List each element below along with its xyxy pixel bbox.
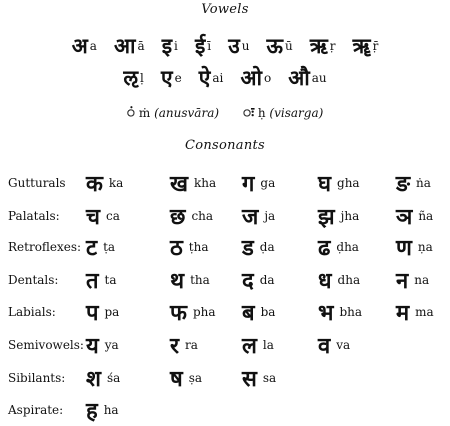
consonant-transliteration: bha [339, 305, 363, 319]
consonant-row [8, 395, 448, 426]
consonant-cell [396, 201, 433, 231]
vowel-item [240, 64, 271, 92]
vowel-item [310, 32, 336, 60]
consonant-devanagari: ट [86, 235, 98, 261]
consonant-transliteration: ja [264, 209, 276, 223]
consonant-devanagari: ञ [396, 204, 413, 230]
diacritic-signs [0, 103, 450, 122]
consonant-devanagari: ध [318, 268, 332, 294]
consonant-category-label: Labials: [8, 305, 56, 319]
consonant-transliteration: ta [104, 273, 117, 287]
vowel-transliteration: ī [207, 39, 212, 53]
vowel-transliteration: ā [137, 39, 145, 53]
consonant-devanagari: ज [242, 204, 259, 230]
consonant-devanagari: च [86, 204, 100, 230]
consonant-transliteration: la [262, 338, 274, 352]
consonant-cell [86, 363, 120, 393]
consonant-transliteration: kha [194, 176, 217, 190]
consonant-cell [170, 330, 198, 360]
vowel-transliteration: a [89, 39, 97, 53]
vowel-devanagari: ऐ [198, 65, 211, 90]
consonant-transliteration: ṭha [188, 240, 209, 254]
sign-symbol: ः [242, 105, 255, 121]
vowel-devanagari: आ [113, 33, 136, 58]
consonant-devanagari: झ [318, 204, 335, 230]
consonant-transliteration: gha [337, 176, 360, 190]
vowel-devanagari: ई [194, 33, 206, 58]
vowel-item [162, 32, 178, 60]
consonant-category-label: Sibilants: [8, 371, 66, 385]
vowel-transliteration: u [241, 39, 250, 53]
consonant-row [8, 265, 448, 299]
consonant-row [8, 232, 448, 266]
vowels-heading: Vowels [201, 2, 249, 17]
consonant-devanagari: त [86, 268, 99, 294]
consonant-devanagari: ङ [396, 171, 411, 197]
consonant-devanagari: छ [170, 204, 186, 230]
consonant-cell [318, 297, 362, 327]
consonant-row [8, 330, 448, 364]
consonant-devanagari: ठ [170, 235, 183, 261]
consonant-cell [86, 395, 119, 425]
vowels-row-1 [0, 32, 450, 60]
consonant-cell [86, 330, 119, 360]
consonant-cell [170, 232, 209, 262]
vowel-item [267, 32, 293, 60]
consonant-transliteration: ña [418, 209, 434, 223]
consonant-devanagari: ड [242, 235, 254, 261]
consonant-transliteration: va [336, 338, 351, 352]
consonant-category-label: Gutturals [8, 176, 66, 190]
consonant-transliteration: tha [190, 273, 210, 287]
anusvara-sign [127, 103, 219, 122]
consonant-transliteration: ha [103, 403, 119, 417]
consonant-cell [242, 330, 274, 360]
consonant-devanagari: ढ [318, 235, 331, 261]
consonant-devanagari: र [170, 333, 179, 359]
consonant-devanagari: ल [242, 333, 257, 359]
vowel-item [161, 64, 182, 92]
consonant-cell [86, 168, 123, 198]
consonant-devanagari: न [396, 268, 409, 294]
vowel-devanagari: ओ [240, 65, 262, 90]
consonant-transliteration: ra [185, 338, 198, 352]
consonant-transliteration: śa [106, 371, 121, 385]
sign-transliteration: ṁ [138, 106, 151, 120]
consonant-category-label: Retroflexes: [8, 240, 82, 254]
consonant-transliteration: ṇa [417, 240, 433, 254]
vowel-devanagari: ॠ [352, 33, 371, 58]
consonant-row [8, 201, 448, 235]
consonant-row [8, 168, 448, 202]
consonant-devanagari: द [242, 268, 254, 294]
vowel-item [353, 32, 379, 60]
consonant-devanagari: क [86, 171, 103, 197]
vowel-item [114, 32, 145, 60]
vowel-item [288, 64, 326, 92]
consonant-transliteration: pha [192, 305, 216, 319]
consonant-transliteration: ba [260, 305, 276, 319]
vowel-item [123, 64, 144, 92]
consonant-category-label: Aspirate: [8, 403, 64, 417]
consonant-devanagari: थ [170, 268, 185, 294]
consonant-cell [170, 363, 202, 393]
consonant-cell [396, 168, 431, 198]
visarga-sign [243, 103, 323, 122]
vowel-devanagari: ए [160, 65, 173, 90]
consonant-devanagari: भ [318, 300, 334, 326]
consonant-cell [318, 201, 359, 231]
consonant-row [8, 297, 448, 331]
vowel-transliteration: e [174, 71, 182, 85]
consonant-transliteration: ya [104, 338, 119, 352]
consonant-cell [242, 232, 275, 262]
consonant-transliteration: ṅa [416, 176, 431, 190]
consonant-category-label: Semivowels: [8, 338, 84, 352]
vowel-transliteration: ṛ [329, 39, 336, 53]
consonant-cell [318, 265, 360, 295]
consonant-category-label: Palatals: [8, 209, 60, 223]
consonant-transliteration: ka [108, 176, 124, 190]
consonant-transliteration: ma [415, 305, 434, 319]
vowel-transliteration: ū [285, 39, 293, 53]
consonant-devanagari: य [86, 333, 99, 359]
consonant-transliteration: jha [340, 209, 360, 223]
consonants-heading: Consonants [184, 138, 266, 153]
vowel-transliteration: ḷ [140, 71, 144, 85]
consonant-transliteration: dha [337, 273, 361, 287]
consonant-cell [170, 168, 216, 198]
consonant-transliteration: ga [260, 176, 276, 190]
vowel-transliteration: o [263, 71, 272, 85]
consonant-row [8, 363, 448, 397]
consonant-devanagari: ह [86, 398, 98, 424]
consonant-cell [242, 297, 275, 327]
consonant-transliteration: na [414, 273, 430, 287]
consonant-transliteration: ca [105, 209, 120, 223]
consonant-category-label: Dentals: [8, 273, 59, 287]
consonant-devanagari: म [396, 300, 410, 326]
vowels-row-2 [0, 64, 450, 92]
sign-description: (anusvāra) [154, 106, 220, 120]
consonant-devanagari: ण [396, 235, 412, 261]
consonant-devanagari: ग [242, 171, 255, 197]
consonant-cell [170, 297, 216, 327]
consonant-cell [318, 232, 359, 262]
vowel-transliteration: au [311, 71, 327, 85]
vowel-transliteration: i [174, 39, 178, 53]
vowel-devanagari: ऊ [266, 33, 284, 58]
consonant-cell [242, 201, 275, 231]
consonant-cell [318, 168, 360, 198]
consonant-cell [242, 363, 276, 393]
consonant-devanagari: श [86, 366, 101, 392]
consonant-cell [396, 265, 429, 295]
vowel-devanagari: अ [71, 33, 88, 58]
consonant-transliteration: ḍa [259, 240, 275, 254]
consonant-cell [170, 201, 213, 231]
consonant-transliteration: ṣa [188, 371, 203, 385]
consonant-transliteration: ṭa [103, 240, 116, 254]
consonant-cell [242, 168, 275, 198]
consonant-devanagari: घ [318, 171, 332, 197]
consonant-devanagari: फ [170, 300, 187, 326]
sign-transliteration: ḥ [257, 106, 266, 120]
consonant-devanagari: प [86, 300, 99, 326]
consonant-cell [86, 265, 117, 295]
consonant-devanagari: व [318, 333, 331, 359]
consonant-cell [396, 297, 434, 327]
consonant-devanagari: स [242, 366, 257, 392]
consonant-devanagari: ष [170, 366, 183, 392]
consonant-cell [86, 232, 115, 262]
consonant-transliteration: pa [104, 305, 120, 319]
sign-description: (visarga) [269, 106, 324, 120]
vowel-item [199, 64, 224, 92]
consonant-cell [86, 297, 119, 327]
vowel-devanagari: औ [288, 65, 310, 90]
consonant-cell [86, 201, 120, 231]
vowel-item [195, 32, 211, 60]
consonant-devanagari: ब [242, 300, 255, 326]
vowel-transliteration: ṝ [372, 39, 379, 53]
sign-symbol: ं [126, 105, 136, 121]
consonant-transliteration: da [259, 273, 275, 287]
consonant-cell [318, 330, 350, 360]
consonant-transliteration: cha [191, 209, 214, 223]
consonant-cell [396, 232, 433, 262]
vowel-devanagari: ऋ [309, 33, 328, 58]
consonant-transliteration: ḍha [336, 240, 359, 254]
consonant-cell [242, 265, 275, 295]
vowel-item [228, 32, 249, 60]
vowel-transliteration: ai [212, 71, 224, 85]
consonant-cell [170, 265, 210, 295]
consonant-devanagari: ख [170, 171, 188, 197]
consonant-transliteration: sa [262, 371, 277, 385]
vowel-devanagari: ऌ [123, 65, 138, 90]
vowel-devanagari: इ [161, 33, 173, 58]
vowel-item [72, 32, 97, 60]
vowel-devanagari: उ [228, 33, 240, 58]
